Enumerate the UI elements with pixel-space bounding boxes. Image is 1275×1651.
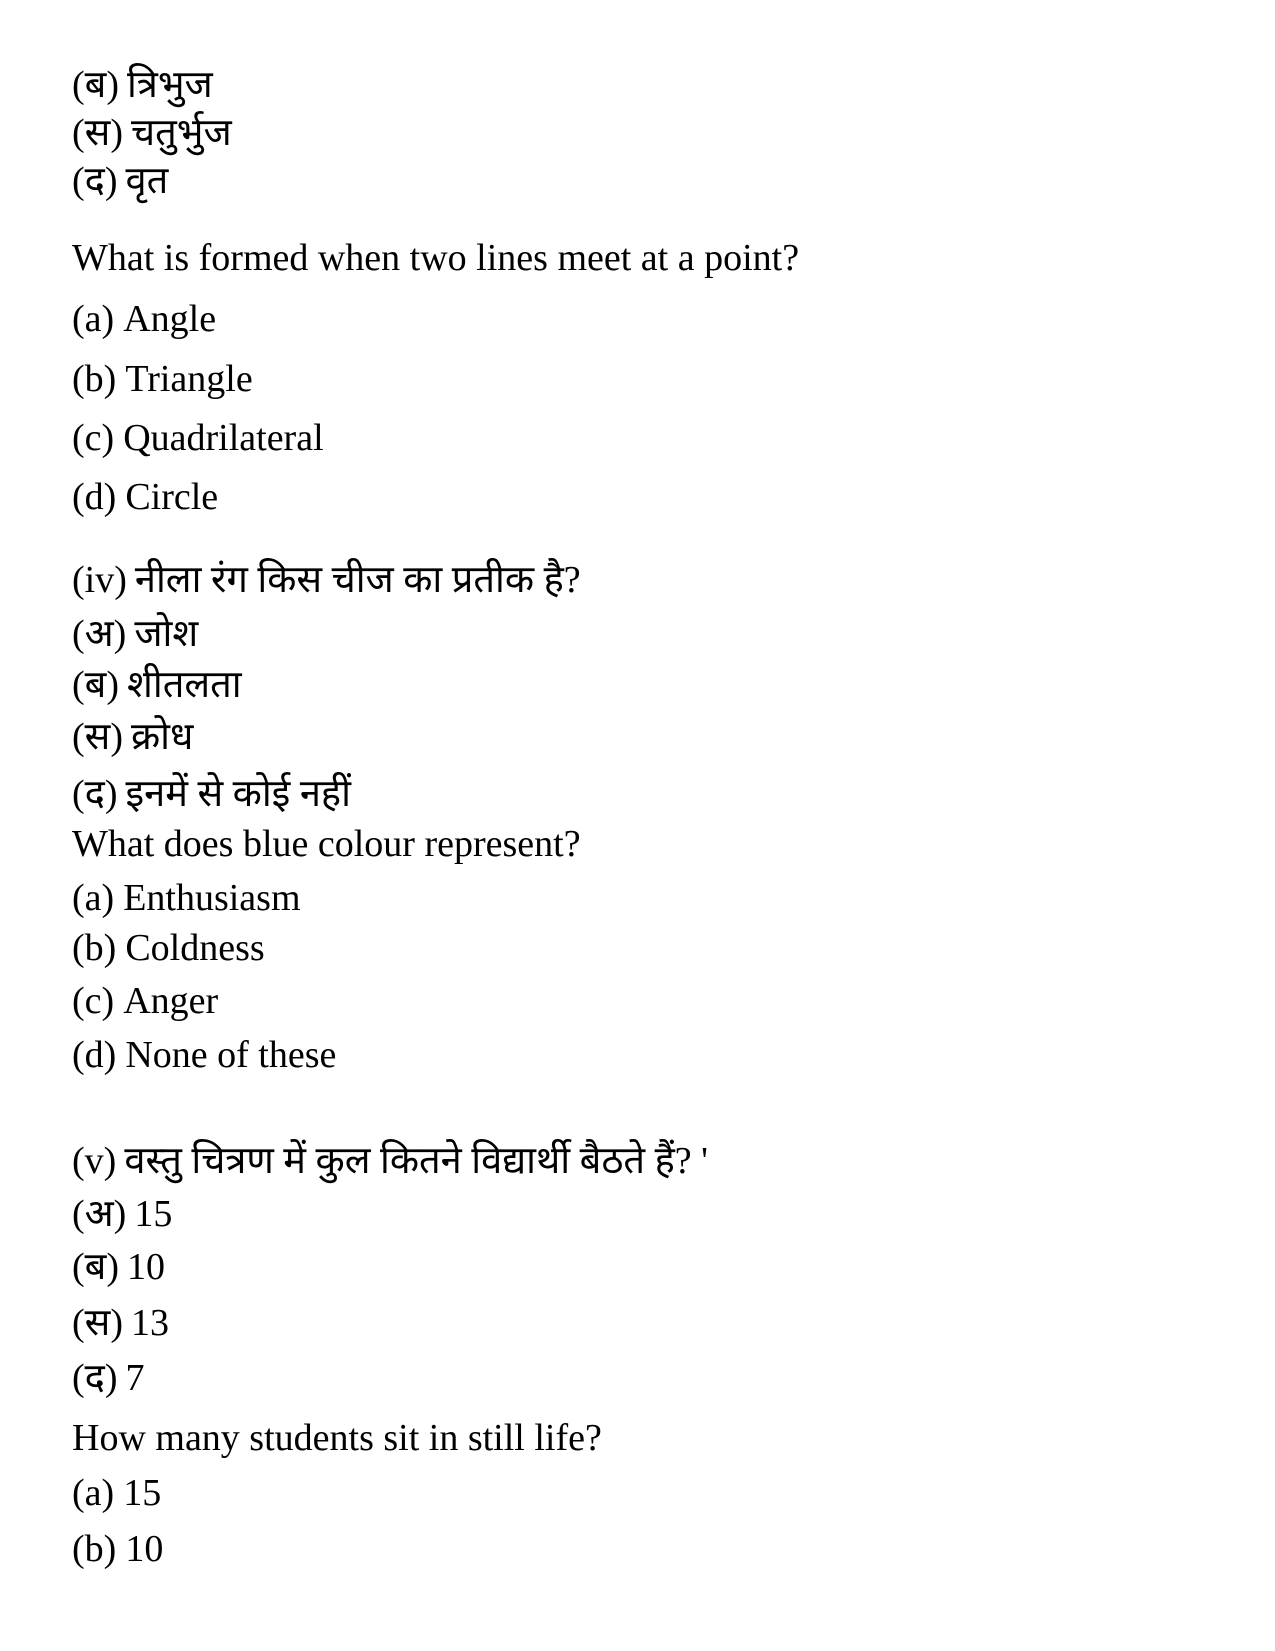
- option-text: Quadrilateral: [123, 417, 324, 459]
- question-number: (v): [72, 1140, 117, 1182]
- option-label: (ब): [72, 64, 120, 106]
- option-label: (अ): [72, 1193, 127, 1235]
- question-number: (iv): [72, 559, 127, 601]
- option-text: 10: [127, 1246, 166, 1288]
- option-text: चतुर्भुज: [131, 112, 232, 154]
- option-hi-b-triangle: [72, 61, 213, 109]
- option-text: त्रिभुज: [127, 64, 213, 106]
- option-hi-s-13: [72, 1299, 169, 1347]
- option-text: 10: [125, 1528, 164, 1570]
- option-text: 15: [134, 1193, 173, 1235]
- option-en-b-10: [72, 1525, 163, 1573]
- option-label: (b): [72, 1528, 117, 1570]
- option-text: 13: [131, 1302, 169, 1344]
- option-label: (b): [72, 358, 117, 400]
- option-text: इनमें से कोई नहीं: [125, 773, 351, 815]
- option-label: (a): [72, 1472, 115, 1514]
- option-text: Coldness: [125, 927, 265, 969]
- option-hi-s-quadrilateral: [72, 109, 232, 157]
- option-en-c-anger: [72, 977, 218, 1025]
- option-label: (ब): [72, 1246, 120, 1288]
- option-label: (द): [72, 1357, 118, 1399]
- question-hi-v-still-life: [72, 1137, 708, 1185]
- option-text: वृत: [125, 160, 169, 202]
- option-hi-d-circle: [72, 157, 168, 205]
- option-label: (द): [72, 773, 118, 815]
- question-en-still-life: [72, 1414, 602, 1462]
- option-en-b-triangle: [72, 355, 253, 403]
- option-label: (d): [72, 476, 117, 518]
- option-label: (स): [72, 716, 123, 758]
- question-en-lines-meet: [72, 234, 799, 282]
- option-hi-a-15: [72, 1190, 172, 1238]
- option-label: (c): [72, 980, 115, 1022]
- option-en-c-quadrilateral: [72, 414, 324, 462]
- question-text: What does blue colour represent?: [72, 823, 581, 865]
- option-hi-d-7: [72, 1354, 145, 1402]
- option-text: Angle: [123, 298, 217, 340]
- option-label: (ब): [72, 664, 120, 706]
- option-hi-a-enthusiasm: [72, 610, 198, 658]
- option-text: शीतलता: [127, 664, 242, 706]
- option-text: Anger: [123, 980, 219, 1022]
- option-text: 15: [123, 1472, 162, 1514]
- question-text: नीला रंग किस चीज का प्रतीक है?: [134, 559, 581, 601]
- option-en-a-15: [72, 1469, 161, 1517]
- option-label: (द): [72, 160, 118, 202]
- option-label: (a): [72, 298, 115, 340]
- option-label: (a): [72, 877, 115, 919]
- question-en-blue-colour: [72, 820, 581, 868]
- question-text: वस्तु चित्रण में कुल कितने विद्यार्थी बैठते हैं? ': [124, 1140, 708, 1182]
- option-text: Triangle: [125, 358, 253, 400]
- option-en-a-angle: [72, 295, 216, 343]
- option-hi-d-none: [72, 770, 351, 818]
- option-hi-b-coldness: [72, 661, 242, 709]
- option-en-b-coldness: [72, 924, 265, 972]
- option-label: (d): [72, 1034, 117, 1076]
- option-en-d-circle: [72, 473, 218, 521]
- option-text: Enthusiasm: [123, 877, 301, 919]
- option-hi-b-10: [72, 1243, 165, 1291]
- option-label: (स): [72, 1302, 123, 1344]
- question-hi-iv-blue-colour: [72, 556, 581, 604]
- question-text: How many students sit in still life?: [72, 1417, 602, 1459]
- option-text: क्रोध: [131, 716, 194, 758]
- option-label: (अ): [72, 613, 127, 655]
- option-text: None of these: [125, 1034, 337, 1076]
- option-label: (b): [72, 927, 117, 969]
- option-hi-s-anger: [72, 713, 193, 761]
- option-text: 7: [125, 1357, 145, 1399]
- option-text: Circle: [125, 476, 219, 518]
- option-label: (c): [72, 417, 115, 459]
- option-en-a-enthusiasm: [72, 874, 301, 922]
- option-label: (स): [72, 112, 123, 154]
- question-text: What is formed when two lines meet at a point?: [72, 237, 800, 279]
- option-en-d-none: [72, 1031, 336, 1079]
- option-text: जोश: [134, 613, 199, 655]
